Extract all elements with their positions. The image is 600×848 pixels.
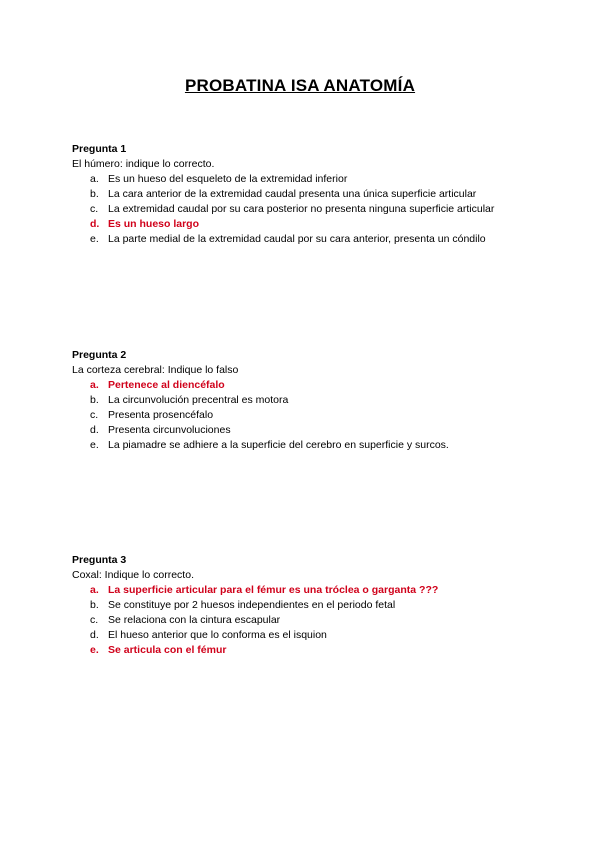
question-prompt: La corteza cerebral: Indique lo falso — [72, 364, 239, 376]
option-item: a. La superficie articular para el fémur es una tróclea o garganta ??? — [90, 584, 439, 596]
option-item: c. Se relaciona con la cintura escapular — [90, 614, 281, 626]
option-item: c. Presenta prosencéfalo — [90, 409, 214, 421]
option-item: b. La circunvolución precentral es motora — [90, 394, 289, 406]
question-label: Pregunta 3 — [72, 554, 127, 566]
options-list — [72, 583, 572, 658]
question-prompt: El húmero: indique lo correcto. — [72, 158, 215, 170]
option-item: a. Es un hueso del esqueleto de la extremidad inferior — [90, 173, 348, 185]
page-title: PROBATINA ISA ANATOMÍA — [184, 76, 416, 95]
question-label: Pregunta 1 — [72, 143, 127, 155]
option-item: e. La parte medial de la extremidad caudal por su cara anterior, presenta un cóndilo — [90, 233, 486, 245]
option-item: d. Presenta circunvoluciones — [90, 424, 231, 436]
options-list — [72, 378, 572, 453]
question-1 — [72, 142, 572, 247]
question-prompt: Coxal: Indique lo correcto. — [72, 569, 194, 581]
option-item: e. La piamadre se adhiere a la superficie del cerebro en superficie y surcos. — [90, 439, 449, 451]
option-item: a. Pertenece al diencéfalo — [90, 379, 225, 391]
question-3 — [72, 553, 572, 658]
option-item: e. Se articula con el fémur — [90, 644, 227, 656]
option-item: b. La cara anterior de la extremidad caudal presenta una única superficie articular — [90, 188, 477, 200]
question-2 — [72, 348, 572, 453]
option-item: d. El hueso anterior que lo conforma es el isquion — [90, 629, 327, 641]
option-item: b. Se constituye por 2 huesos independientes en el periodo fetal — [90, 599, 396, 611]
options-list — [72, 172, 572, 247]
question-label: Pregunta 2 — [72, 349, 127, 361]
option-item: d. Es un hueso largo — [90, 218, 200, 230]
option-item: c. La extremidad caudal por su cara posterior no presenta ninguna superficie articular — [90, 203, 495, 215]
